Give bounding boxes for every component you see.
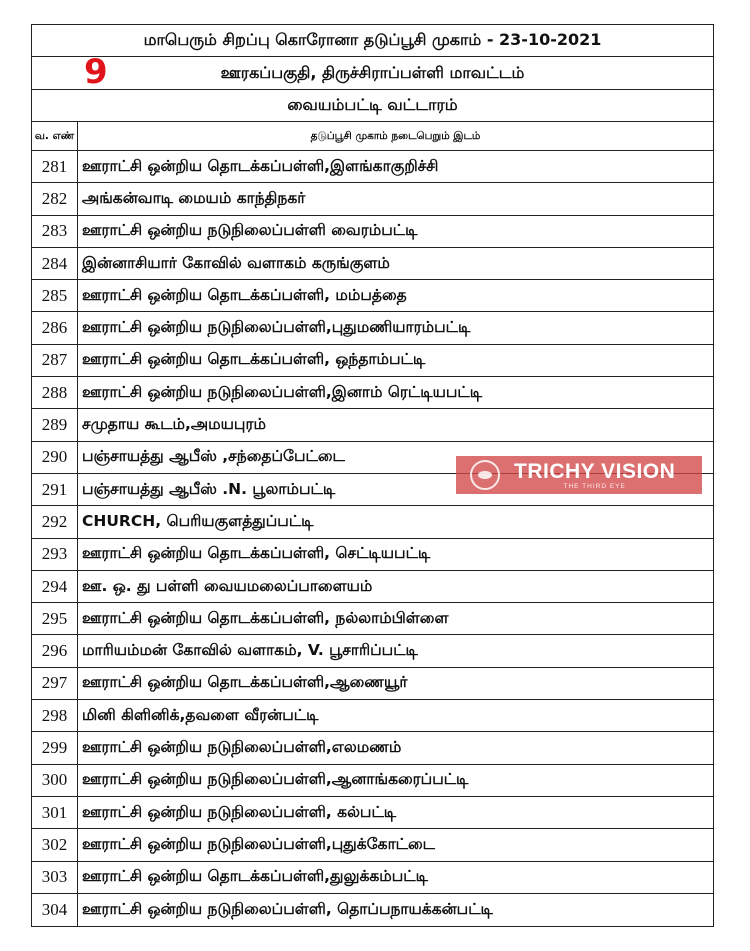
table-row (32, 571, 713, 603)
serial-number-cell: 302 (32, 829, 78, 860)
serial-number-cell: 296 (32, 635, 78, 666)
table-row (32, 700, 713, 732)
camp-location-cell: பஞ்சாயத்து ஆபீஸ் ,சந்தைப்பேட்டை (82, 447, 345, 466)
serial-number-cell: 301 (32, 797, 78, 828)
camp-location-cell: ஊராட்சி ஒன்றிய நடுநிலைப்பள்ளி, தொப்பநாயக்கன்பட்டி (82, 899, 493, 918)
page-number-badge: 9 (84, 52, 108, 92)
camp-location-cell: அங்கன்வாடி மையம் காந்திநகர் (82, 188, 306, 207)
serial-number-cell: 299 (32, 732, 78, 763)
table-row (32, 862, 713, 894)
camp-location-cell: ஊராட்சி ஒன்றிய நடுநிலைப்பள்ளி வைரம்பட்டி (82, 221, 418, 240)
camp-location-cell: மாரியம்மன் கோவில் வளாகம், V. பூசாரிப்பட்டி (82, 641, 418, 660)
serial-number-cell: 304 (32, 894, 78, 926)
table-row (32, 797, 713, 829)
camp-location-cell: CHURCH, பெரியகுளத்துப்பட்டி (82, 511, 314, 530)
camp-location-cell: சமுதாய கூடம்,அமயபுரம் (82, 415, 266, 434)
serial-number-cell: 287 (32, 345, 78, 376)
table-row (32, 183, 713, 215)
table-row (32, 345, 713, 377)
camp-location-cell: ஊராட்சி ஒன்றிய நடுநிலைப்பள்ளி,எலமணம் (82, 737, 402, 756)
serial-number-cell: 282 (32, 183, 78, 214)
table-row (32, 894, 713, 926)
table-body (32, 151, 713, 926)
serial-number-cell: 281 (32, 151, 78, 182)
serial-number-cell: 300 (32, 765, 78, 796)
district-heading (32, 52, 713, 92)
camp-location-cell: ஊராட்சி ஒன்றிய தொடக்கப்பள்ளி, ஒந்தாம்பட்டி (82, 350, 426, 369)
table-row (32, 732, 713, 764)
serial-number-cell: 303 (32, 862, 78, 893)
document-title: மாபெரும் சிறப்பு கொரோனா தடுப்பூசி முகாம் - 23-10-2021 (32, 25, 713, 57)
camp-location-cell: ஊ. ஒ. து பள்ளி வையமலைப்பாளையம் (82, 576, 373, 595)
table-row (32, 151, 713, 183)
camp-location-cell: மினி கிளினிக்,தவளை வீரன்பட்டி (82, 705, 319, 724)
block-heading: வையம்பட்டி வட்டாரம் (32, 90, 713, 122)
table-row (32, 312, 713, 344)
camp-location-cell: ஊராட்சி ஒன்றிய தொடக்கப்பள்ளி, நல்லாம்பிள்ளை (82, 608, 449, 627)
place-column-header: தடுப்பூசி முகாம் நடைபெறும் இடம் (310, 129, 481, 142)
serial-number-cell: 285 (32, 280, 78, 311)
table-row (32, 635, 713, 667)
table-row (32, 603, 713, 635)
table-row (32, 377, 713, 409)
serial-number-cell: 288 (32, 377, 78, 408)
serial-number-cell: 284 (32, 248, 78, 279)
table-row (32, 829, 713, 861)
serial-number-cell: 293 (32, 539, 78, 570)
table-row (32, 280, 713, 312)
serial-number-cell: 286 (32, 312, 78, 343)
serial-number-cell: 298 (32, 700, 78, 731)
serial-number-cell: 292 (32, 506, 78, 537)
table-row (32, 668, 713, 700)
camp-location-cell: ஊராட்சி ஒன்றிய தொடக்கப்பள்ளி, மம்பத்தை (82, 285, 407, 304)
camp-location-cell: ஊராட்சி ஒன்றிய நடுநிலைப்பள்ளி,புதுக்கோட்டை (82, 834, 436, 853)
camp-location-cell: ஊராட்சி ஒன்றிய தொடக்கப்பள்ளி,இளங்காகுறிச்சி (82, 156, 439, 175)
table-row (32, 539, 713, 571)
district-heading-text: ஊரகப்பகுதி, திருச்சிராப்பள்ளி மாவட்டம் (220, 62, 525, 82)
eye-logo-icon (470, 460, 500, 490)
serial-number-cell: 297 (32, 668, 78, 699)
serial-number-cell: 283 (32, 216, 78, 247)
table-row (32, 506, 713, 538)
camp-location-cell: ஊராட்சி ஒன்றிய தொடக்கப்பள்ளி,ஆணையூர் (82, 673, 408, 692)
serial-number-cell: 291 (32, 474, 78, 505)
watermark-subtitle: THE THIRD EYE (563, 482, 626, 490)
serial-number-cell: 289 (32, 409, 78, 440)
serial-column-header: வ. எண் (32, 122, 78, 150)
watermark-text (514, 461, 675, 490)
serial-number-cell: 294 (32, 571, 78, 602)
watermark-title: TRICHY VISION (514, 459, 676, 483)
camp-location-cell: ஊராட்சி ஒன்றிய நடுநிலைப்பள்ளி,இனாம் ரெட்டியபட்டி (82, 382, 483, 401)
camp-location-cell: ஊராட்சி ஒன்றிய நடுநிலைப்பள்ளி,ஆனாங்கரைப்பட்டி (82, 770, 469, 789)
column-header-row (32, 122, 713, 151)
camp-location-cell: ஊராட்சி ஒன்றிய தொடக்கப்பள்ளி,துலுக்கம்பட்டி (82, 867, 428, 886)
trichy-vision-watermark (456, 456, 702, 494)
table-row (32, 765, 713, 797)
camp-location-cell: ஊராட்சி ஒன்றிய தொடக்கப்பள்ளி, செட்டியபட்டி (82, 544, 431, 563)
table-row (32, 409, 713, 441)
serial-number-cell: 290 (32, 442, 78, 473)
serial-number-cell: 295 (32, 603, 78, 634)
table-row (32, 248, 713, 280)
table-row (32, 216, 713, 248)
camp-location-cell: ஊராட்சி ஒன்றிய நடுநிலைப்பள்ளி, கல்பட்டி (82, 802, 397, 821)
camp-location-cell: ஊராட்சி ஒன்றிய நடுநிலைப்பள்ளி,புதுமணியாரம்பட்டி (82, 318, 471, 337)
camp-location-cell: பஞ்சாயத்து ஆபீஸ் .N. பூலாம்பட்டி (82, 479, 336, 498)
camp-location-cell: இன்னாசியார் கோவில் வளாகம் கருங்குளம் (82, 253, 390, 272)
